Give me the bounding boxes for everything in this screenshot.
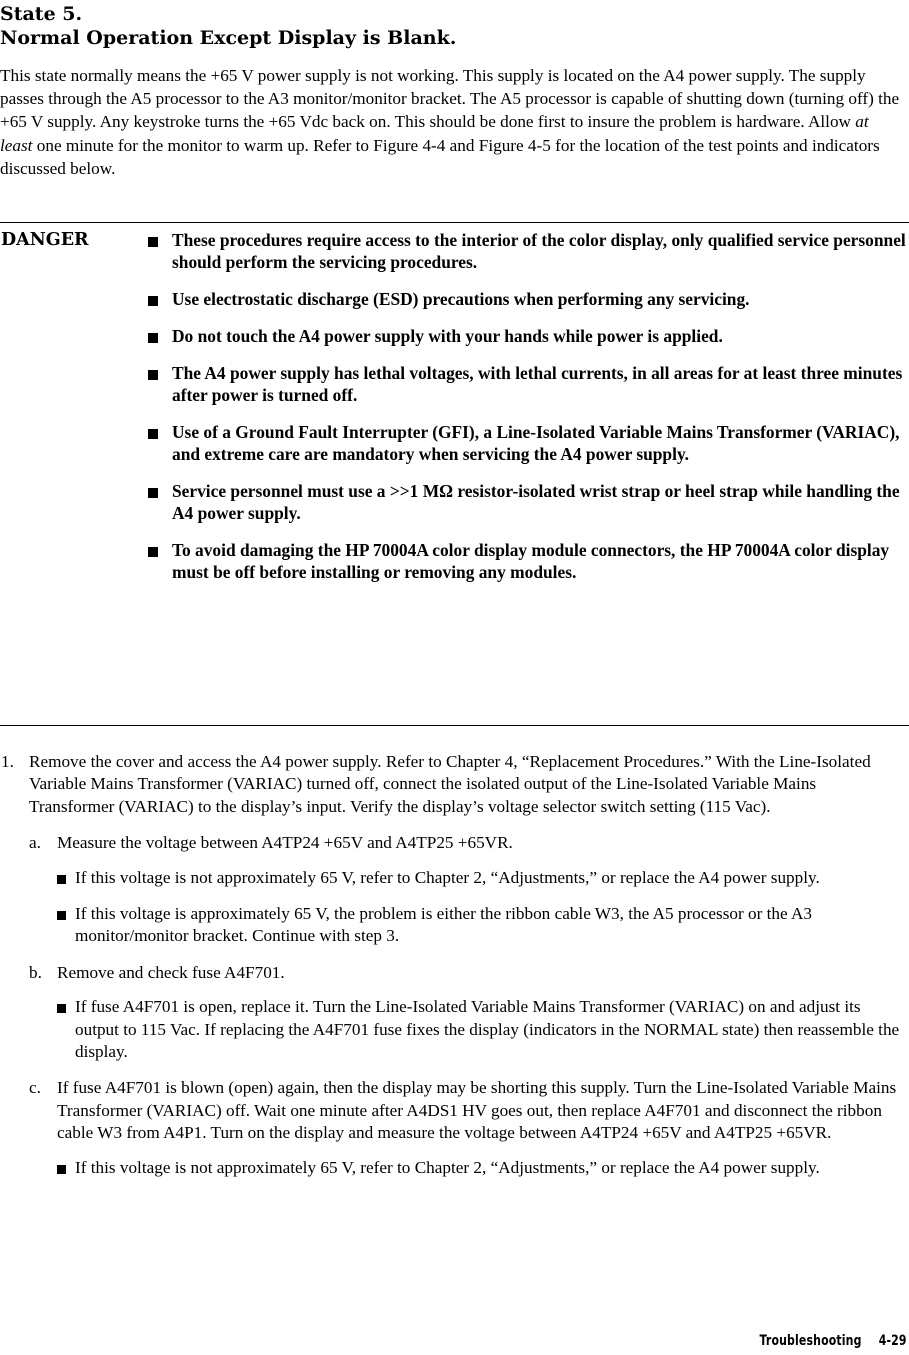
danger-item-text: Do not touch the A4 power supply with your hands while power is applied. [172,326,723,346]
danger-top-divider [0,222,909,223]
sub-bullet-text: If this voltage is not approximately 65 V, refer to Chapter 2, “Adjustments,” or replace the A4 power supply. [75,867,820,887]
square-bullet-icon [148,370,158,380]
danger-item-text: These procedures require access to the interior of the color display, only qualified service personnel should perform the servicing procedures. [172,230,906,272]
danger-item [148,539,908,583]
square-bullet-icon [148,237,158,247]
square-bullet-icon [148,547,158,557]
danger-item-text: Service personnel must use a >>1 MΩ resistor-isolated wrist strap or heel strap while handling the A4 power supply. [172,481,900,523]
sub-bullet-item [57,867,905,889]
danger-item-text: To avoid damaging the HP 70004A color display module connectors, the HP 70004A color display must be off before installing or removing any modules. [172,540,890,582]
intro-paragraph [0,64,905,180]
substep-text: Remove and check fuse A4F701. [57,962,285,982]
substep-label: a. [29,833,41,853]
square-bullet-icon [57,875,66,884]
substep-c [0,1077,905,1179]
page-number: 4-29 [879,1333,907,1349]
substep-text: If fuse A4F701 is blown (open) again, then the display may be shorting this supply. Turn the Line-Isolated Variable Mains Transformer (VARIAC) off. Wait one minute after A4DS1 HV goes out, then replace A4F701 and disconnect the ribbon cable W3 from A4P1. Turn on the display and measure the voltage between A4TP24 +65V and A4TP25 +65VR. [57,1078,897,1143]
danger-bottom-divider [0,725,909,726]
intro-text-1: This state normally means the +65 V power supply is not working. This supply is located on the A4 power supply. The supply passes through the A5 processor to the A3 monitor/monitor bracket. The A5 processor is capable of shutting down (turning off) the +65 V supply. Any keystroke turns the +65 Vdc back on. This should be done first to insure the problem is hardware. Allow [0,66,900,132]
danger-item [148,229,908,273]
square-bullet-icon [57,1165,66,1174]
danger-label: DANGER [1,230,89,250]
section-heading [0,2,456,50]
state-subtitle: Normal Operation Except Display is Blank. [0,27,457,49]
procedure-steps [0,751,905,1193]
danger-item-text: Use electrostatic discharge (ESD) precautions when performing any servicing. [172,289,750,309]
sub-bullet-text: If fuse A4F701 is open, replace it. Turn the Line-Isolated Variable Mains Transformer (VARIAC) on and adjust its output to 115 Vac. If replacing the A4F701 fuse fixes the display (indicators in the NORMAL state) then reassemble the display. [75,997,900,1062]
sub-bullet-item [57,903,905,948]
state-title: State 5. [0,3,83,25]
danger-item-text: Use of a Ground Fault Interrupter (GFI), a Line-Isolated Variable Mains Transformer (VARIAC), and extreme care are mandatory when servicing the A4 power supply. [172,422,900,464]
square-bullet-icon [148,488,158,498]
square-bullet-icon [148,429,158,439]
danger-item [148,288,908,310]
sub-bullet-item [57,1157,905,1179]
step-1 [0,751,905,818]
danger-item [148,480,908,524]
danger-item-text: The A4 power supply has lethal voltages, with lethal currents, in all areas for at least three minutes after power is turned off. [172,363,903,405]
footer-section: Troubleshooting [759,1333,862,1349]
square-bullet-icon [148,333,158,343]
substep-text: Measure the voltage between A4TP24 +65V and A4TP25 +65VR. [57,833,513,853]
page-footer [760,1333,907,1349]
danger-item [148,421,908,465]
substep-a-bullets [57,867,905,948]
square-bullet-icon [148,296,158,306]
square-bullet-icon [57,911,66,920]
substep-b [0,962,905,1064]
substep-label: b. [29,962,42,982]
danger-item [148,362,908,406]
intro-text-2: one minute for the monitor to warm up. Refer to Figure 4-4 and Figure 4-5 for the location of the test points and indicators discussed below. [0,135,880,178]
sub-bullet-item [57,996,905,1063]
substep-label: c. [29,1078,41,1098]
square-bullet-icon [57,1004,66,1013]
substep-a [0,832,905,948]
danger-item [148,325,908,347]
danger-list [148,229,908,598]
step-text: Remove the cover and access the A4 power supply. Refer to Chapter 4, “Replacement Procedures.” With the Line-Isolated Variable Mains Transformer (VARIAC) turned off, connect the isolated output of the Line-Isolated Variable Mains Transformer (VARIAC) to the display’s input. Verify the display’s voltage selector switch setting (115 Vac). [29,752,871,816]
substep-c-bullets [57,1157,905,1179]
substep-b-bullets [57,996,905,1063]
intro-emphasis: at least [0,112,869,155]
sub-bullet-text: If this voltage is not approximately 65 V, refer to Chapter 2, “Adjustments,” or replace the A4 power supply. [75,1157,820,1177]
sub-bullet-text: If this voltage is approximately 65 V, the problem is either the ribbon cable W3, the A5 processor or the A3 monitor/monitor bracket. Continue with step 3. [75,904,812,946]
step-number: 1. [1,752,14,771]
